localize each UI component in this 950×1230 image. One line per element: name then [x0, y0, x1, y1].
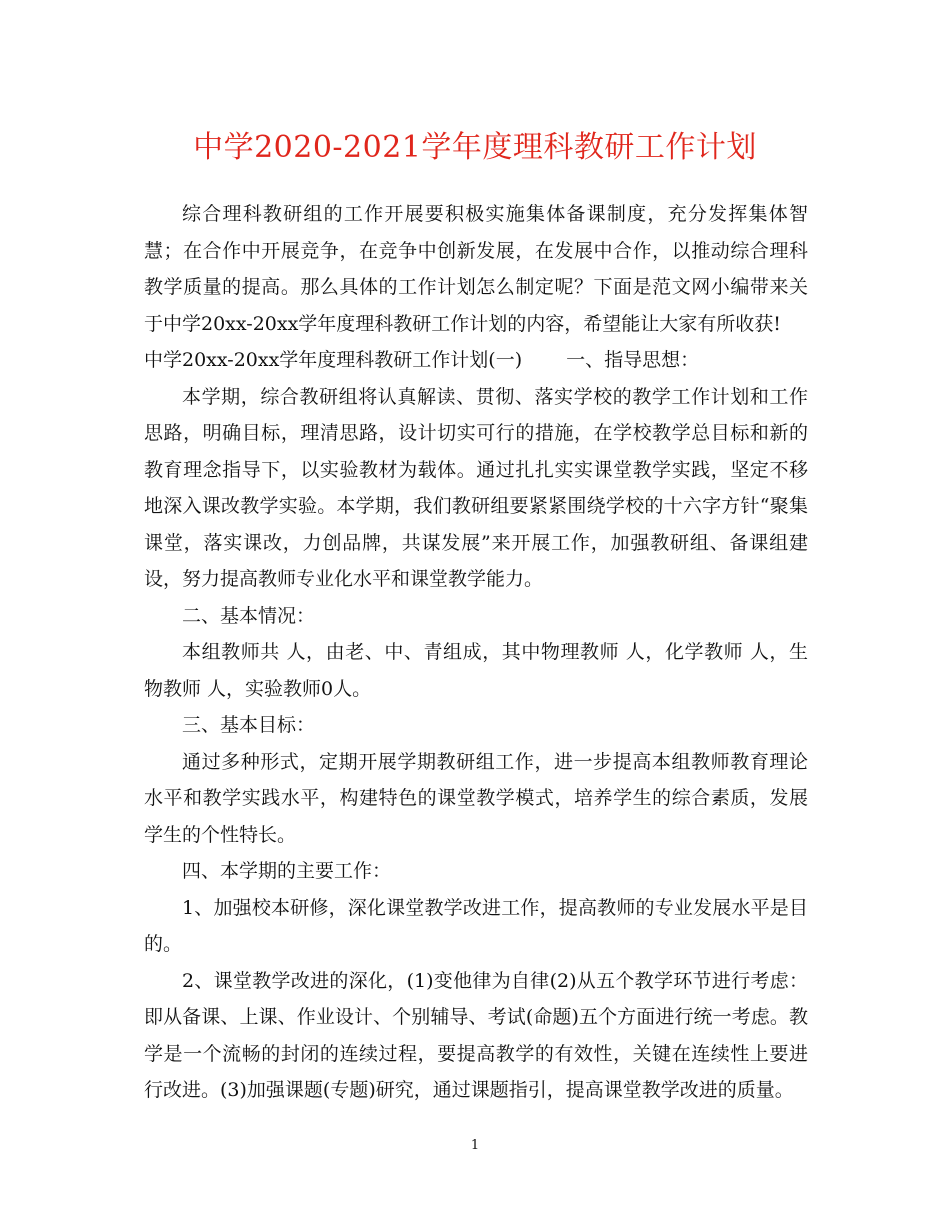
- main-work-item-2: 2、课堂教学改进的深化，(1)变他律为自律(2)从五个教学环节进行考虑：即从备课、上课、作业设计、个别辅导、考试(命题)五个方面进行统一考虑。教学是一个流畅的封闭的连续过程，要提高教学的有效性，关键在连续性上要进行改进。(3)加强课题(专题)研究，通过课题指引，提高课堂教学改进的质量。: [144, 969, 808, 1101]
- page-number: 1: [470, 1138, 480, 1153]
- intro-paragraph: 综合理科教研组的工作开展要积极实施集体备课制度，充分发挥集体智慧；在合作中开展竞争，在竞争中创新发展，在发展中合作，以推动综合理科教学质量的提高。那么具体的工作计划怎么制定呢？下面是范文网小编带来关于中学20xx-20xx学年度理科教研工作计划的内容，希望能让大家有所收获!: [144, 203, 808, 335]
- guiding-ideas-paragraph: 本学期，综合教研组将认真解读、贯彻、落实学校的教学工作计划和工作思路，明确目标，理清思路，设计切实可行的措施，在学校教学总目标和新的教育理念指导下，以实验教材为载体。通过扎扎实实课堂教学实践，坚定不移地深入课改教学实验。本学期，我们教研组要紧紧围绕学校的十六字方针“聚集课堂，落实课改，力创品牌，共谋发展”来开展工作，加强教研组、备课组建设，努力提高教师专业化水平和课堂教学能力。: [144, 385, 808, 590]
- plan-subheading: [144, 342, 808, 379]
- section-basic-goals-heading: 三、基本目标：: [182, 714, 316, 736]
- section-main-work-heading: 四、本学期的主要工作：: [182, 860, 392, 882]
- main-work-item-1: 1、加强校本研修，深化课堂教学改进工作，提高教师的专业发展水平是目的。: [144, 896, 808, 955]
- basic-goals-paragraph: 通过多种形式，定期开展学期教研组工作，进一步提高本组教师教育理论水平和教学实践水平，构建特色的课堂教学模式，培养学生的综合素质，发展学生的个性特长。: [144, 750, 808, 846]
- basic-situation-paragraph: 本组教师共 人，由老、中、青组成，其中物理教师 人，化学教师 人，生物教师 人，实验教师0人。: [144, 641, 808, 700]
- document-body: [144, 196, 808, 1109]
- plan-subheading-text: 中学20xx-20xx学年度理科教研工作计划(一) 一、指导思想：: [144, 349, 700, 371]
- section-basic-situation-heading: 二、基本情况：: [182, 604, 316, 627]
- document-title: 中学2020-2021学年度理科教研工作计划: [193, 130, 757, 165]
